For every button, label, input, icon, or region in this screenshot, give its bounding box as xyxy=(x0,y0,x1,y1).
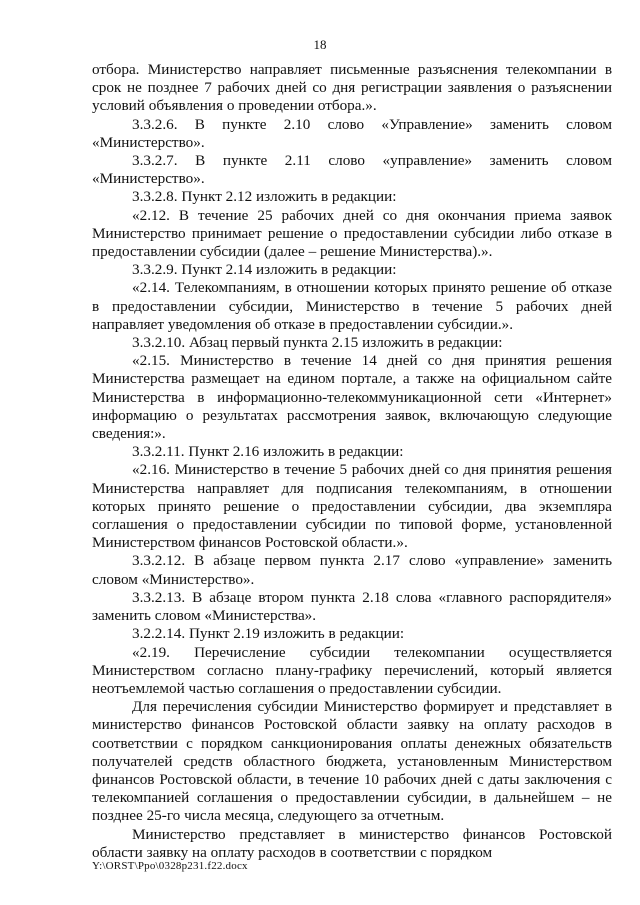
paragraph-5: «2.12. В течение 25 рабочих дней со дня окончания приема заявок Министерство принимает решение о предоставлении субсидии либо отказе в предоставлении субсидии (далее – решение Министерства).». xyxy=(92,206,612,261)
paragraph-1: отбора. Министерство направляет письменные разъяснения телекомпании в срок не позднее 7 рабочих дней со дня регистрации заявления о разъяснении условий объявления о проведении отбора.». xyxy=(92,61,612,115)
page-number: 18 xyxy=(313,37,327,52)
paragraph-17: Министерство представляет в министерство финансов Ростовской области заявку на оплату расходов в соответствии с порядком xyxy=(92,825,612,861)
paragraph-15: «2.19. Перечисление субсидии телекомпании осуществляется Министерством согласно плану-графику перечислений, который является неотъемлемой частью соглашения о предоставлении субсидии. xyxy=(92,643,612,697)
paragraph-12: 3.3.2.12. В абзаце первом пункта 2.17 слово «управление» заменить словом «Министерство». xyxy=(92,552,612,588)
paragraph-14: 3.2.2.14. Пункт 2.19 изложить в редакции: xyxy=(132,625,405,643)
paragraph-8: 3.3.2.10. Абзац первый пункта 2.15 изложить в редакции: xyxy=(132,334,503,352)
paragraph-7: «2.14. Телекомпаниям, в отношении которых принято решение об отказе в предоставлении субсидии, Министерство в течение 5 рабочих дней направляет уведомления об отказе в предоставлении субсидии.». xyxy=(92,279,612,333)
paragraph-11: «2.16. Министерство в течение 5 рабочих дней со дня принятия решения Министерства направляет для подписания телекомпаниям, в отношении которых принято решение о предоставлении субсидии, два экземпляра соглашения о предоставлении субсидии по типовой форме, установленной Министерством финансов Ростовской области.». xyxy=(92,461,612,552)
paragraph-13: 3.3.2.13. В абзаце втором пункта 2.18 слова «главного распорядителя» заменить словом «Министерства». xyxy=(92,588,612,625)
paragraph-4: 3.3.2.8. Пункт 2.12 изложить в редакции: xyxy=(132,188,397,206)
paragraph-6: 3.3.2.9. Пункт 2.14 изложить в редакции: xyxy=(132,261,397,279)
paragraph-16: Для перечисления субсидии Министерство формирует и представляет в министерство финансов Ростовской области заявку на оплату расходов в соответствии с порядком санкционирования оплаты денежных обязательств получателей средств областного бюджета, установленным Министерством финансов Ростовской области, в течение 10 рабочих дней с даты заключения с телекомпанией соглашения о предоставлении субсидии, в дальнейшем – не позднее 25-го числа месяца, следующего за отчетным. xyxy=(92,698,612,825)
footer-file-path: Y:\ORST\Ppo\0328p231.f22.docx xyxy=(92,860,248,872)
paragraph-9: «2.15. Министерство в течение 14 дней со дня принятия решения Министерства размещает на едином портале, а также на официальном сайте Министерства в информационно-телекоммуникационной сети «Интернет» информацию о результатах рассмотрения заявок, включающую следующие сведения:». xyxy=(92,352,612,443)
paragraph-3: 3.3.2.7. В пункте 2.11 слово «управление» заменить словом «Министерство». xyxy=(92,152,612,188)
paragraph-10: 3.3.2.11. Пункт 2.16 изложить в редакции: xyxy=(132,443,404,461)
paragraph-2: 3.3.2.6. В пункте 2.10 слово «Управление» заменить словом «Министерство». xyxy=(92,115,612,151)
document-body xyxy=(92,61,612,862)
